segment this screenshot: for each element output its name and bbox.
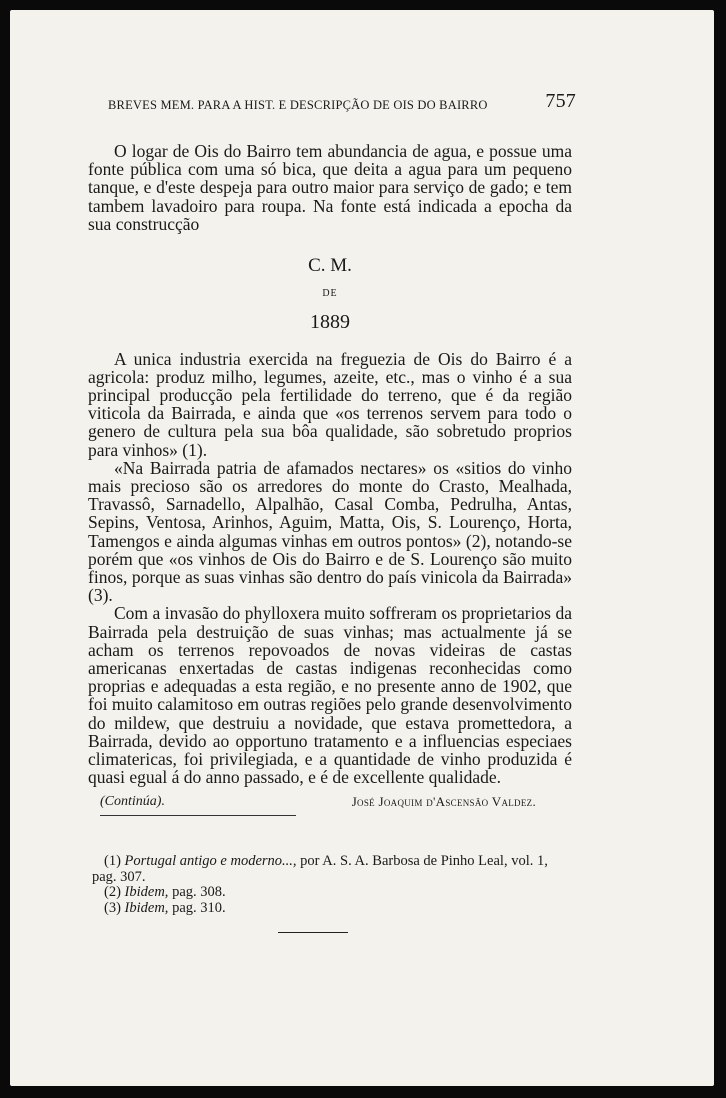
paragraph-bairrada: «Na Bairrada patria de afamados nectares» os «sitios do vinho mais precioso são os arredores do monte do Crasto, Mealhada, Travassô, Sarnadello, Alpalhão, Casal Comba, Pedrulha, Antas, Sepins, Ventosa, Arinhos, Aguim, Matta, Ois, S. Lourenço, Horta, Tamengos e ainda algumas vinhas em outros pontos» (2), notando-se porém que «os vinhos de Ois do Bairro e de S. Lourenço são muito finos, porque as suas vinhas são dentro do país vinicola da Bairrada» (3). (88, 457, 572, 606)
footnote-3-title: Ibidem, (124, 899, 169, 916)
inscription-year: 1889 (310, 311, 350, 334)
footnote-1-title: Portugal antigo e moderno..., (124, 853, 297, 869)
footnote-2-mark: (2) (104, 884, 121, 900)
author-signature: José Joaquim d'Ascensão Valdez. (351, 793, 536, 809)
paragraph-industry: A unica industria exercida na freguezia de Ois do Bairro é a agricola: produz milho, legumes, azeite, etc., mas o vinho é a sua principal producção pela fertilidade do terreno, que é da região viticola da Bairrada, e ainda que «os terrenos servem para todo o genero de cultura pela sua bôa qualidade, são sobretudo proprios para vinhos» (1). (88, 348, 572, 460)
footnote-2-title: Ibidem, (124, 884, 169, 900)
article-body (88, 142, 572, 811)
footnote-3-mark: (3) (104, 899, 121, 916)
page-number: 757 (545, 90, 576, 112)
inscription-cm: C. M. (308, 255, 352, 277)
signature-line (88, 793, 572, 811)
continua-rule (100, 815, 296, 816)
footnote-3 (92, 901, 552, 917)
footnote-1 (92, 854, 552, 885)
footnotes (92, 854, 552, 916)
end-rule (278, 932, 348, 933)
paragraph-fountain: O logar de Ois do Bairro tem abundancia de agua, e possue uma fonte pública com uma só bica, que deita a agua para um pequeno tanque, e d'este despeja para outro maior para serviço de gado; e tem tambem lavadoiro para roupa. Na fonte está indicada a epocha da sua construcção (88, 141, 572, 234)
inscription-de: DE (322, 288, 338, 300)
footnote-2 (92, 885, 552, 901)
footnote-1-mark: (1) (104, 853, 121, 869)
running-title: BREVES MEM. PARA A HIST. E DESCRIPÇÃO DE OIS DO BAIRRO (108, 98, 488, 112)
footnote-1-text: por A. S. A. Barbosa de Pinho Leal, vol. 1, pag. 307. (92, 853, 548, 885)
footnote-2-text: pag. 308. (172, 884, 226, 900)
fountain-inscription (88, 257, 572, 332)
continua-note: (Continúa). (100, 793, 165, 809)
footnote-3-text: pag. 310. (172, 899, 226, 916)
paragraph-phylloxera: Com a invasão do phylloxera muito soffreram os proprietarios da Bairrada pela destruição de suas vinhas; mas actualmente já se acham os terrenos repovoados de novas videiras de castas americanas enxertadas de castas indigenas reconhecidas como proprias e adequadas a esta região, e no presente anno de 1902, que foi muito calamitoso em outras regiões pelo grande desenvolvimento do mildew, que destruiu a novidade, que estava promettedora, a Bairrada, devido ao opportuno tratamento e a influencias especiaes climatericas, foi privilegiada, e a quantidade de vinho produzida é quasi egual á do anno passado, e é de excellente qualidade. (88, 603, 572, 788)
